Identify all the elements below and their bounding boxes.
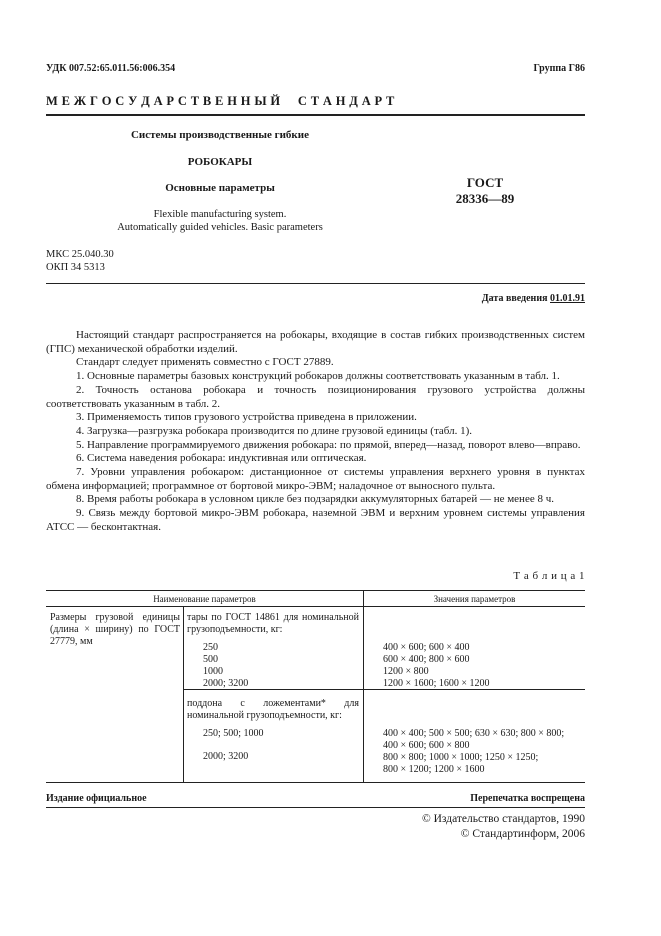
- paragraph: 1. Основные параметры базовых конструкций робокаров должны соответствовать указанным в табл. 1.: [76, 370, 560, 383]
- mks-code: МКС 25.040.30: [46, 249, 114, 260]
- interstate-standard-heading: М Е Ж Г О С У Д А Р С Т В Е Н Н Ы Й С Т А Н Д А Р Т: [46, 94, 395, 108]
- group-pallet-value: 800 × 800; 1000 × 1000; 1250 × 1250;: [383, 752, 539, 763]
- group-container-value: 1200 × 800: [383, 666, 429, 677]
- official-edition: Издание официальное: [46, 793, 147, 804]
- paragraph: 3. Применяемость типов грузового устройства приведена в приложении.: [76, 411, 417, 424]
- group-container-item: 2000; 3200: [203, 678, 249, 689]
- parameters-table: [46, 590, 585, 783]
- group-pallet-title: поддона с ложементами* для номинальной грузоподъемности, кг:: [187, 698, 359, 721]
- group-container-title: тары по ГОСТ 14861 для номинальной грузоподъемности, кг:: [187, 612, 359, 635]
- group-container-value: 1200 × 1600; 1600 × 1200: [383, 678, 490, 689]
- footer-rule: [46, 807, 585, 808]
- paragraph: 5. Направление программируемого движения робокара: по прямой, вперед—назад, поворот влево—вправо.: [76, 438, 581, 451]
- table-column-divider: [363, 590, 364, 783]
- paragraph: 7. Уровни управления робокаром: дистанционное от системы управления верхнего уровня в пунктах обмена информацией; программное от бортовой микро-ЭВМ; наладочное от выносного пульта.: [46, 466, 585, 492]
- table-caption: Т а б л и ц а 1: [513, 570, 585, 582]
- title-systems: Системы производственные гибкие: [130, 129, 309, 141]
- title-english-2: Automatically guided vehicles. Basic parameters: [117, 222, 323, 233]
- title-robocars: РОБОКАРЫ: [187, 156, 253, 168]
- group-container-value: 600 × 400; 800 × 600: [383, 654, 470, 665]
- paragraph: Настоящий стандарт распространяется на робокары, входящие в состав гибких производственных систем (ГПС) механической обработки изделий.: [46, 329, 585, 355]
- header-rule: [46, 114, 585, 116]
- effective-date-label: Дата введения: [481, 293, 550, 304]
- copyright-standartinform: © Стандартинформ, 2006: [460, 828, 585, 840]
- table-top-border: [46, 590, 585, 591]
- effective-date-value: 01.01.91: [550, 293, 585, 304]
- group-container-item: 500: [203, 654, 218, 665]
- group-container-value: 400 × 600; 600 × 400: [383, 642, 470, 653]
- title-basic-parameters: Основные параметры: [165, 182, 275, 194]
- gost-number: 28336—89: [455, 191, 515, 206]
- table-subcolumn-divider: [183, 607, 184, 783]
- group-pallet-item: 2000; 3200: [203, 751, 249, 762]
- gost-label: ГОСТ: [466, 175, 504, 190]
- okp-code: ОКП 34 5313: [46, 262, 105, 273]
- row-label-cargo-size: Размеры грузовой единицы (длина × ширину) по ГОСТ 27779, мм: [50, 612, 180, 647]
- paragraph: 2. Точность останова робокара и точность позиционирования грузового устройства должны соответствовать указанным в табл. 2.: [46, 383, 585, 410]
- paragraph: 9. Связь между бортовой микро-ЭВМ робокара, наземной ЭВМ и верхним уровнем системы управления АТСС — бесконтактная.: [46, 507, 585, 533]
- reprint-prohibited: Перепечатка воспрещена: [470, 793, 585, 804]
- group-code: Группа Г86: [533, 63, 585, 74]
- table-header-border: [46, 606, 585, 607]
- effective-date: [482, 293, 585, 304]
- group-container-item: 1000: [203, 666, 223, 677]
- group-pallet-value: 400 × 600; 600 × 800: [383, 740, 470, 751]
- group-pallet-item: 250; 500; 1000: [203, 728, 264, 739]
- paragraph: 4. Загрузка—разгрузка робокара производится по длине грузовой единицы (табл. 1).: [76, 424, 473, 437]
- paragraph: Стандарт следует применять совместно с ГОСТ 27889.: [76, 356, 334, 369]
- body-text: [46, 329, 585, 535]
- column-header-parameters: Наименование параметров: [153, 594, 256, 604]
- group-pallet-value: 400 × 400; 500 × 500; 630 × 630; 800 × 800;: [383, 728, 565, 739]
- codes-rule: [46, 283, 585, 284]
- table-bottom-border: [46, 782, 585, 783]
- group-pallet-value: 800 × 1200; 1200 × 1600: [383, 764, 485, 775]
- paragraph: 8. Время работы робокара в условном цикле без подзарядки аккумуляторных батарей — не менее 8 ч.: [76, 493, 554, 506]
- title-english-1: Flexible manufacturing system.: [153, 209, 287, 220]
- udk-code: УДК 007.52:65.011.56:006.354: [46, 63, 176, 74]
- paragraph: 6. Система наведения робокара: индуктивная или оптическая.: [76, 452, 367, 465]
- copyright-publisher: © Издательство стандартов, 1990: [421, 813, 585, 825]
- column-header-values: Значения параметров: [433, 594, 516, 604]
- group-container-item: 250: [203, 642, 218, 653]
